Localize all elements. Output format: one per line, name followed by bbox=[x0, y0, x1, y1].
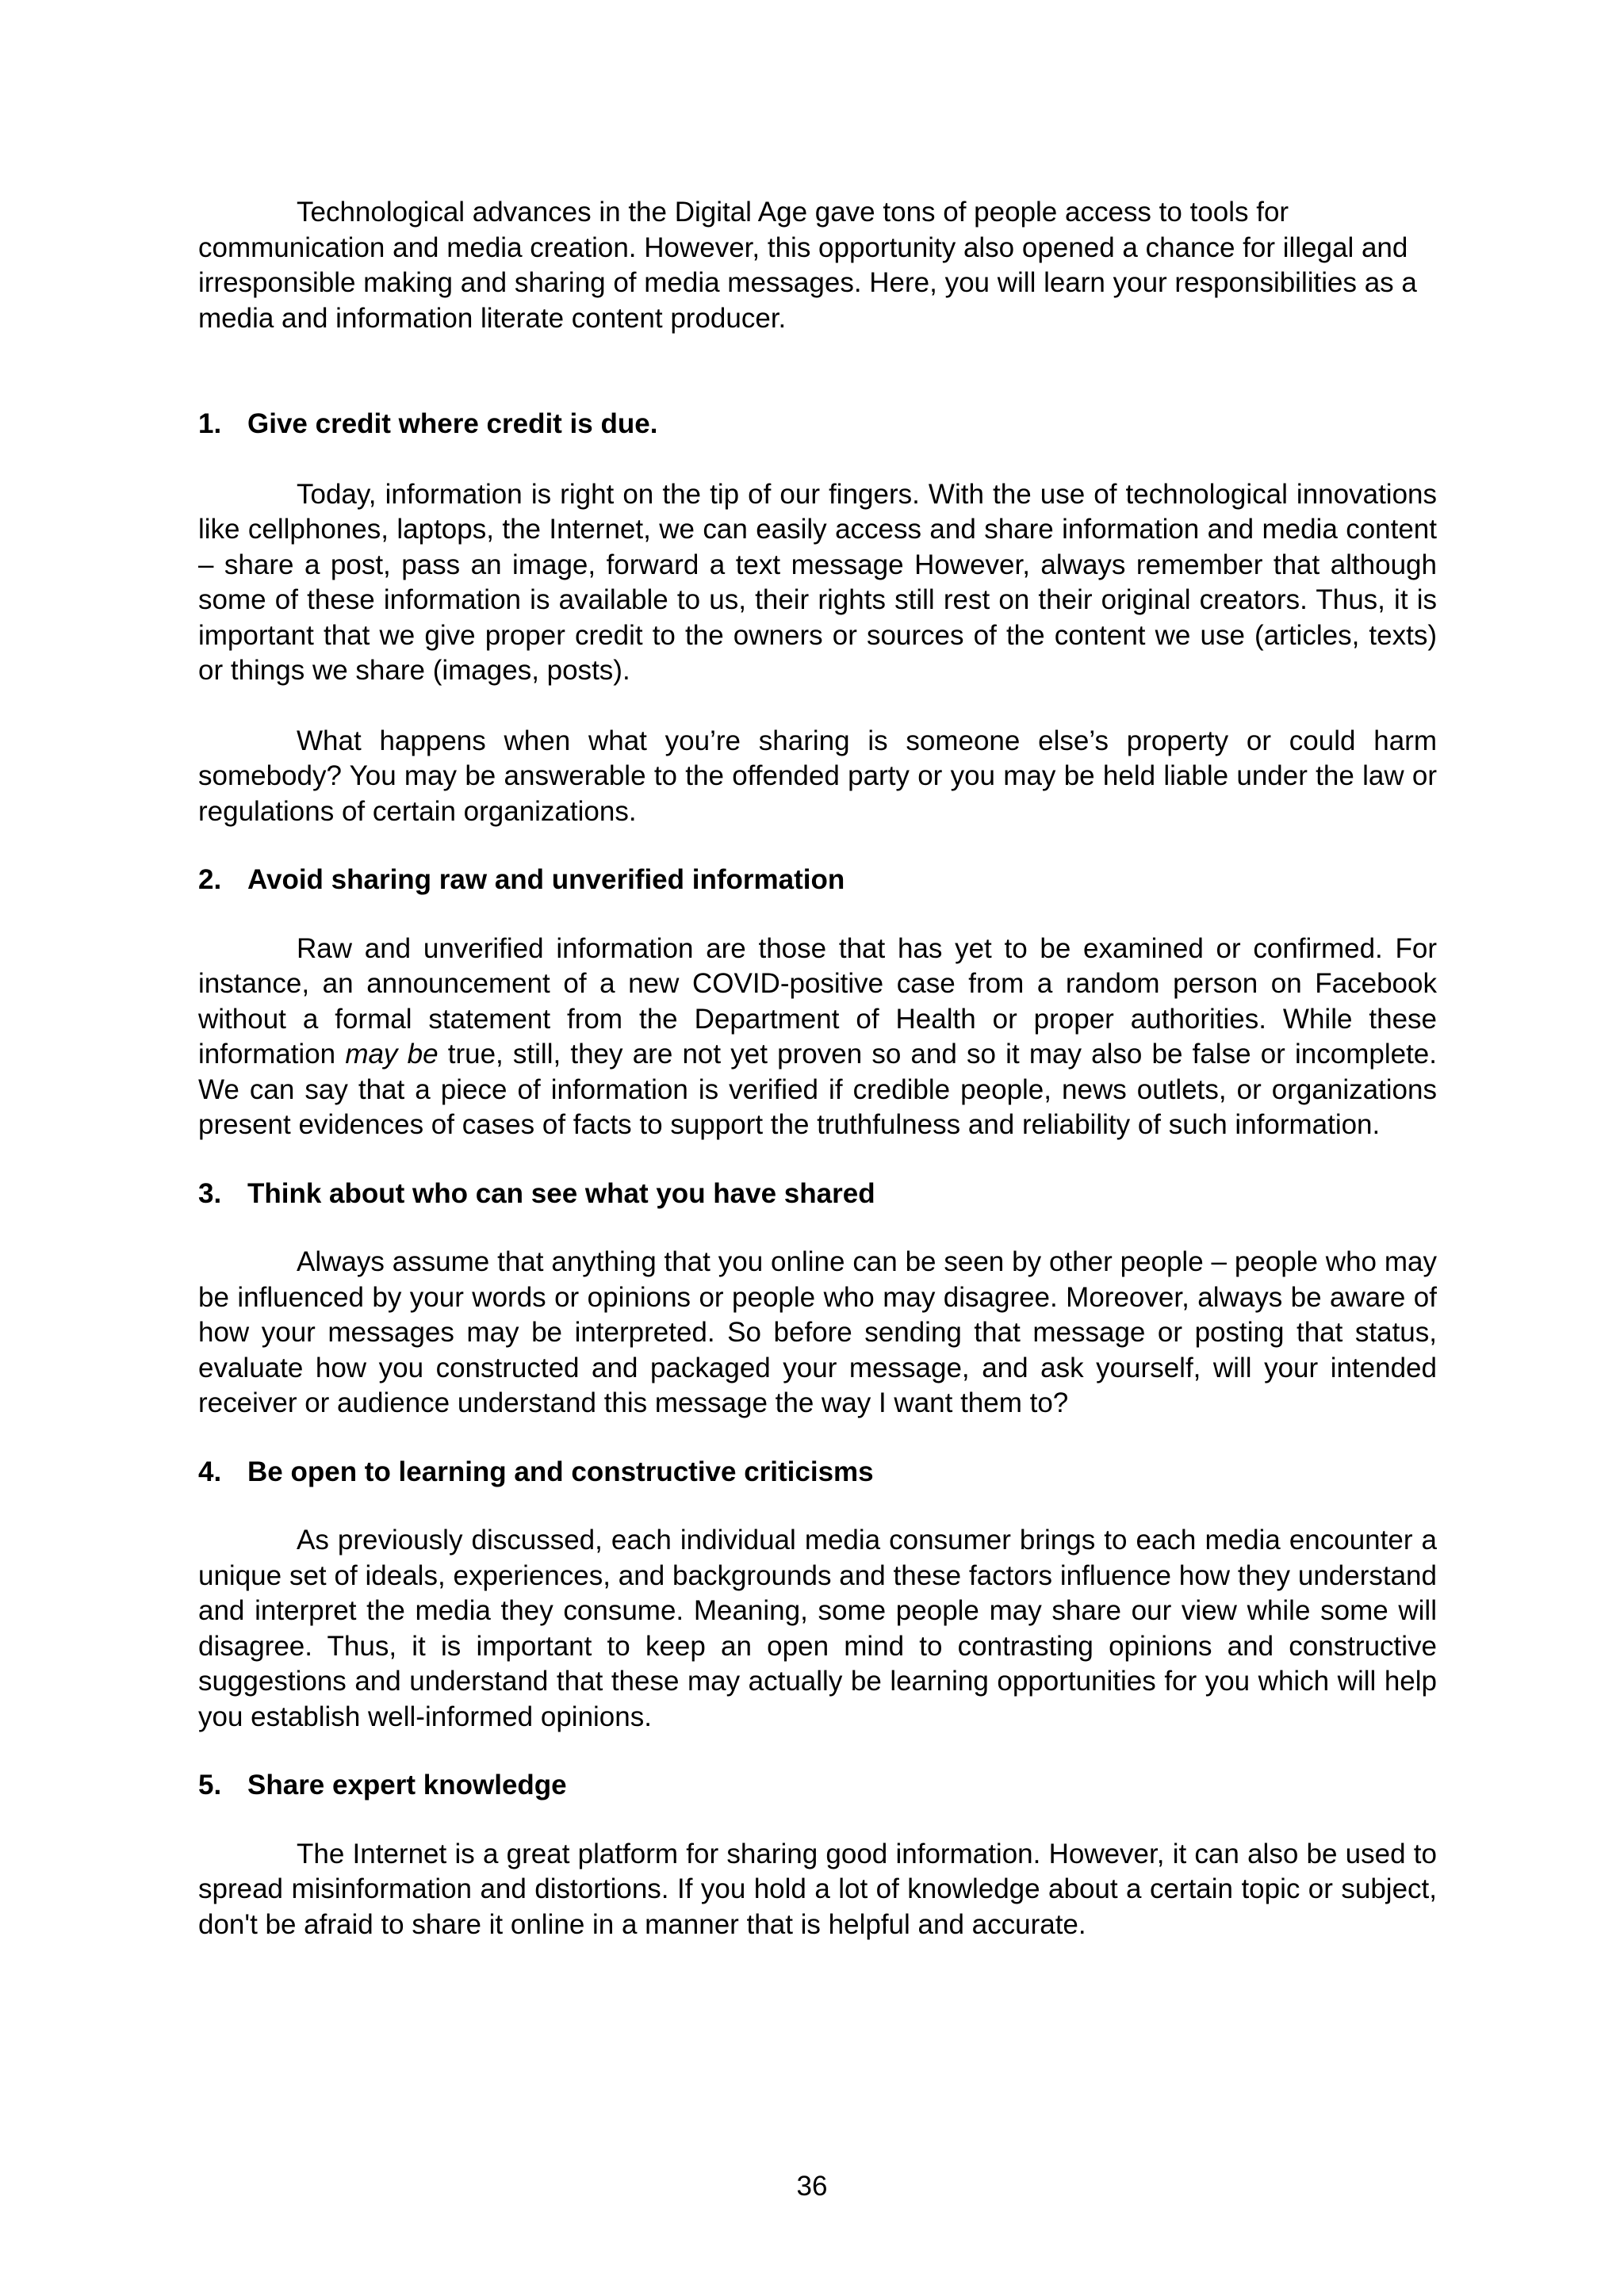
section-2-heading bbox=[198, 863, 1437, 898]
section-number: 1. bbox=[198, 408, 222, 439]
section-title: Share expert knowledge bbox=[247, 1770, 567, 1800]
section-title: Be open to learning and constructive criticisms bbox=[247, 1456, 874, 1487]
emphasis-text: may be bbox=[345, 1039, 439, 1070]
section-1-heading bbox=[198, 407, 1437, 442]
section-1-paragraph-1: Today, information is right on the tip of our fingers. With the use of technological innovations like cellphones, laptops, the Internet, we can easily access and share information and media content – share a post, pass an image, forward a text message However, always remember that although some of these information is available to us, their rights still rest on their original creators. Thus, it is important that we give proper credit to the owners or sources of the content we use (articles, texts) or things we share (images, posts). bbox=[198, 478, 1437, 686]
section-3-paragraph-1: Always assume that anything that you online can be seen by other people – people who may be influenced by your words or opinions or people who may disagree. Moreover, always be aware of how your messages may be interpreted. So before sending that message or posting that status, evaluate how you constructed and packaged your message, and ask yourself, will your intended receiver or audience understand this message the way I want them to? bbox=[198, 1246, 1437, 1418]
section-4-paragraph-1: As previously discussed, each individual media consumer brings to each media encounter a unique set of ideals, experiences, and backgrounds and these factors influence how they understand and interpret the media they consume. Meaning, some people may share our view while some will disagree. Thus, it is important to keep an open mind to contrasting opinions and constructive suggestions and understand that these may actually be learning opportunities for you which will help you establish well-informed opinions. bbox=[198, 1525, 1437, 1732]
section-number: 4. bbox=[198, 1456, 222, 1487]
section-title: Give credit where credit is due. bbox=[247, 408, 658, 439]
document-page bbox=[198, 195, 1437, 1942]
section-number: 3. bbox=[198, 1177, 222, 1209]
section-3-heading bbox=[198, 1177, 1437, 1212]
section-number: 5. bbox=[198, 1770, 222, 1800]
section-2-paragraph-1 bbox=[198, 932, 1437, 1143]
section-number: 2. bbox=[198, 864, 222, 895]
section-1-paragraph-2: What happens when what you’re sharing is someone else’s property or could harm somebody? You may be answerable to the offended party or you may be held liable under the law or regulations of certain organizations. bbox=[198, 725, 1437, 827]
paragraph-text: true, still, they are not yet proven so and so it may also be false or incomplete. We can say that a piece of information is verified if credible people, news outlets, or organizations present evidences of cases of facts to support the truthfulness and reliability of such information. bbox=[198, 1039, 1437, 1140]
paragraph-text: Raw and unverified information are those that has yet to be examined or confirmed. For instance, an announcement of a new COVID-positive case from a random person on Facebook without a formal statement from the Department of Health or proper authorities. While these information bbox=[198, 932, 1437, 1070]
intro-paragraph: Technological advances in the Digital Age gave tons of people access to tools for communication and media creation. However, this opportunity also opened a chance for illegal and irresponsible making and sharing of media messages. Here, you will learn your responsibilities as a media and information literate content producer. bbox=[198, 197, 1417, 334]
section-5-heading bbox=[198, 1768, 1437, 1804]
page-number: 36 bbox=[796, 2171, 828, 2202]
section-4-heading bbox=[198, 1455, 1437, 1490]
section-5-paragraph-1: The Internet is a great platform for sharing good information. However, it can also be used to spread misinformation and distortions. If you hold a lot of knowledge about a certain topic or subject, don't be afraid to share it online in a manner that is helpful and accurate. bbox=[198, 1838, 1437, 1940]
section-title: Think about who can see what you have shared bbox=[247, 1177, 875, 1209]
section-title: Avoid sharing raw and unverified information bbox=[247, 864, 845, 895]
